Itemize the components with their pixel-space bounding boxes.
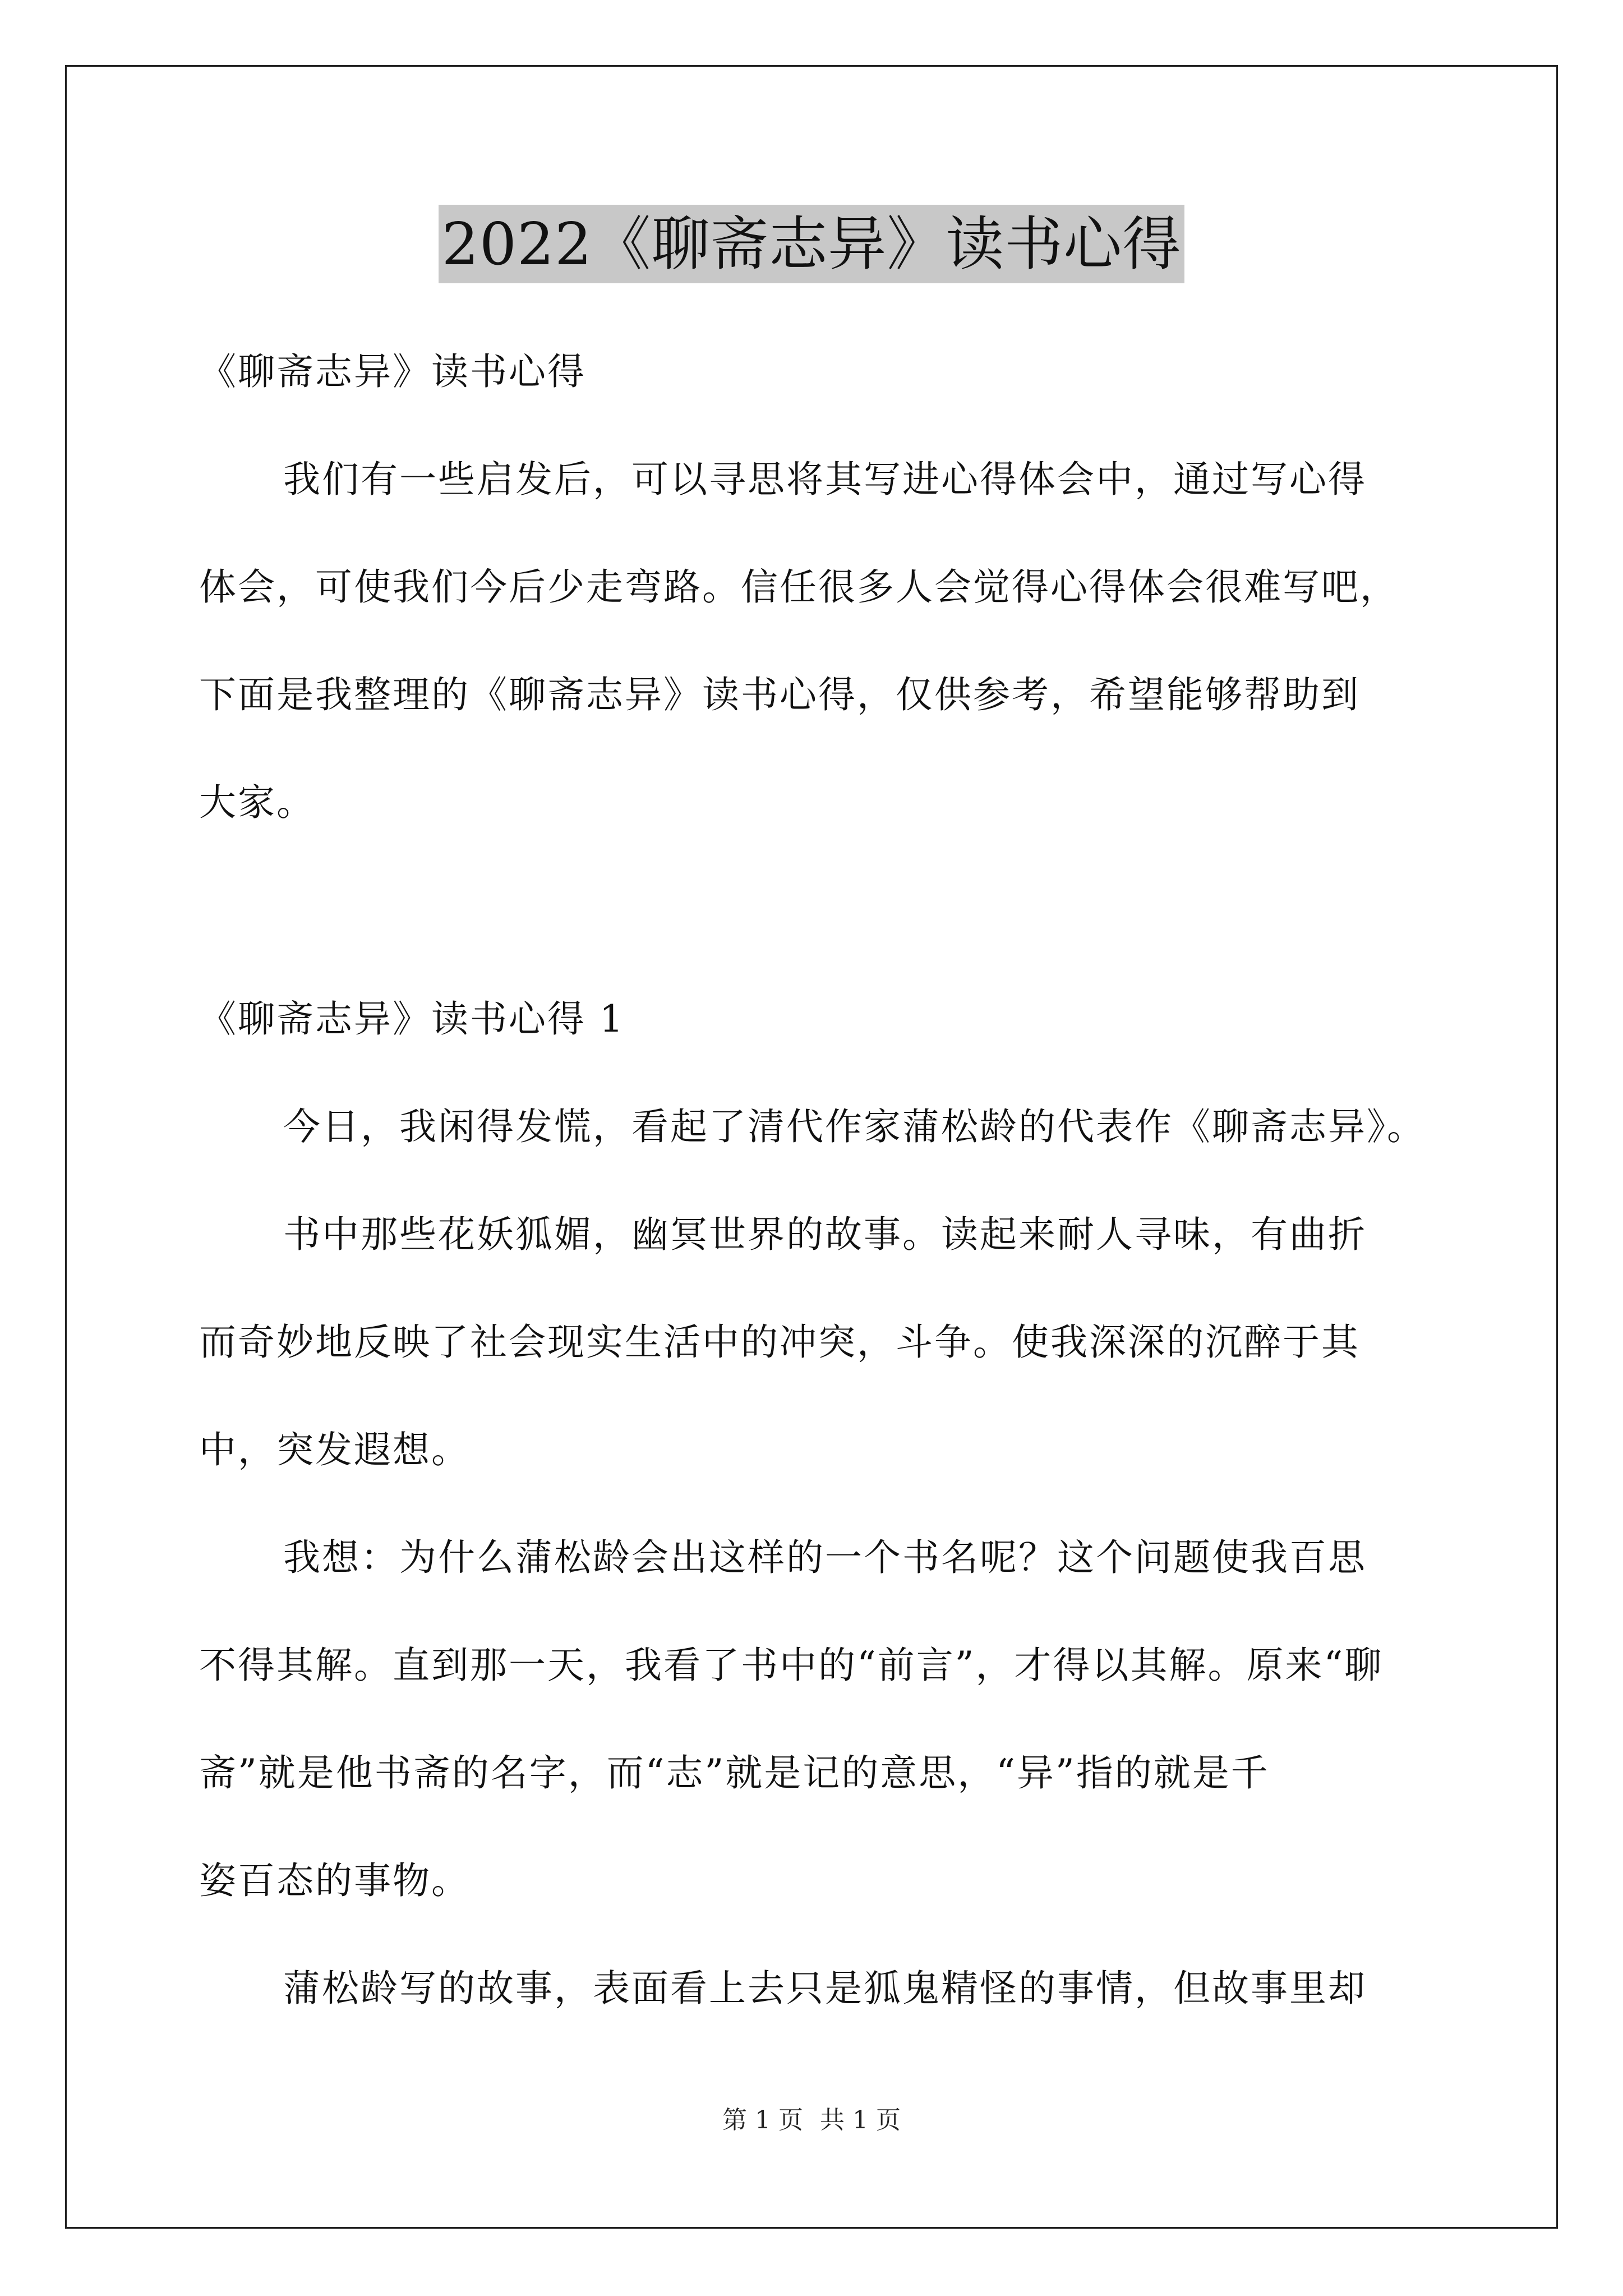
spacer — [199, 614, 1433, 668]
spacer — [199, 1369, 1433, 1423]
spacer — [199, 1154, 1433, 1208]
paragraph-line: 不得其解。直到那一天，我看了书中的“前言”，才得以其解。原来“聊 — [199, 1644, 1384, 1687]
spacer — [199, 1692, 1433, 1746]
intro-line: 下面是我整理的《聊斋志异》读书心得，仅供参考，希望能够帮助到 — [199, 673, 1360, 716]
paragraph-line: 而奇妙地反映了社会现实生活中的冲突，斗争。使我深深的沉醉于其 — [199, 1320, 1360, 1364]
spacer — [199, 1262, 1433, 1315]
spacer — [199, 1477, 1433, 1531]
spacer — [199, 1585, 1433, 1639]
spacer — [199, 830, 1433, 992]
paragraph-line: 蒲松龄写的故事，表面看上去只是狐鬼精怪的事情，但故事里却 — [283, 1967, 1367, 2010]
page-number: 第 1 页 — [722, 2106, 803, 2134]
paragraph-line: 中，突发遐想。 — [199, 1428, 470, 1471]
document-body — [199, 345, 1433, 2016]
title-container — [0, 205, 1623, 283]
spacer — [199, 399, 1433, 453]
paragraph-line: 我想：为什么蒲松龄会出这样的一个书名呢？这个问题使我百思 — [283, 1536, 1367, 1579]
spacer — [199, 1908, 1433, 1962]
spacer — [199, 1800, 1433, 1854]
intro-line: 体会，可使我们今后少走弯路。信任很多人会觉得心得体会很难写吧， — [199, 565, 1399, 609]
spacer — [199, 507, 1433, 560]
page-total: 共 1 页 — [820, 2106, 901, 2134]
section-heading: 《聊斋志异》读书心得 1 — [199, 997, 625, 1041]
subtitle: 《聊斋志异》读书心得 — [199, 350, 586, 393]
document-title: 2022《聊斋志异》读书心得 — [439, 205, 1185, 283]
page-footer — [0, 2104, 1623, 2137]
spacer — [199, 1046, 1433, 1100]
intro-line: 我们有一些启发后，可以寻思将其写进心得体会中，通过写心得 — [283, 458, 1367, 501]
spacer — [199, 722, 1433, 776]
paragraph-line: 姿百态的事物。 — [199, 1859, 470, 1902]
paragraph-line: 书中那些花妖狐媚，幽冥世界的故事。读起来耐人寻味，有曲折 — [283, 1213, 1367, 1256]
paragraph-line: 今日，我闲得发慌，看起了清代作家蒲松龄的代表作《聊斋志异》。 — [283, 1105, 1426, 1148]
paragraph-line: 斋”就是他书斋的名字，而“志”就是记的意思，“异”指的就是千 — [199, 1751, 1270, 1795]
intro-line: 大家。 — [199, 781, 315, 824]
